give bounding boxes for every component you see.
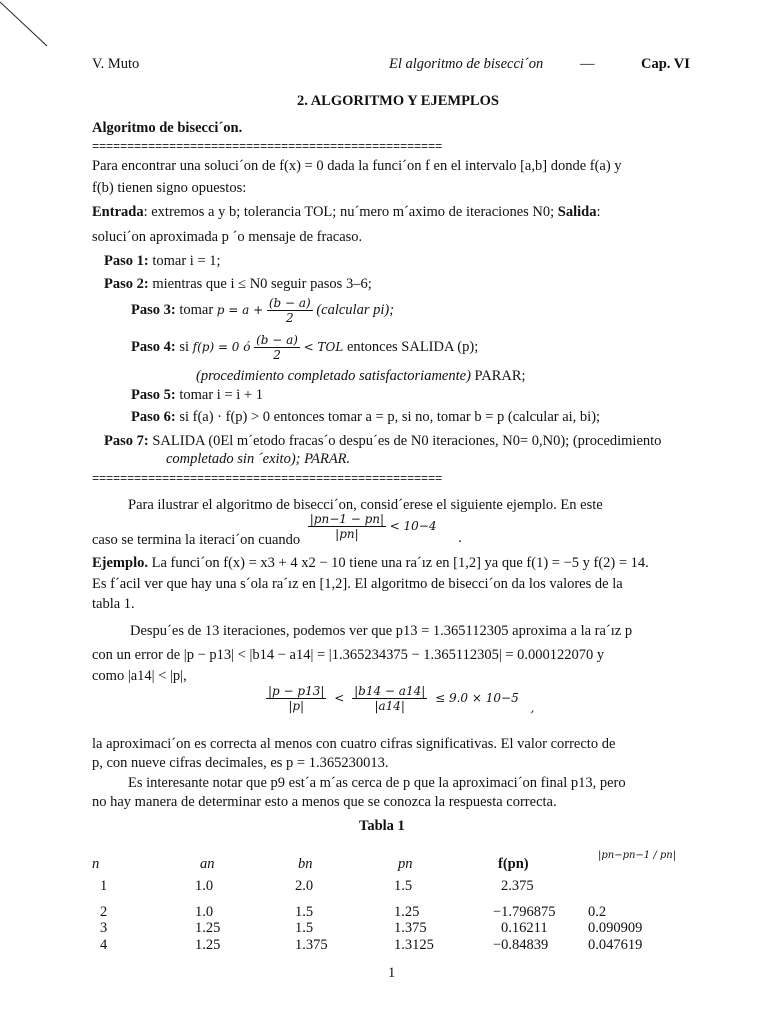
para3-line-2: p, con nueve cifras decimales, es p = 1.365230013. (92, 755, 389, 771)
table-cell: 1.25 (195, 937, 221, 953)
error-lt: < (334, 691, 345, 705)
error-frac-2 (352, 684, 427, 713)
step-2 (104, 276, 372, 293)
error-frac-1-num: |p − p13| (268, 684, 325, 698)
error-frac-1-den: |p| (288, 699, 305, 713)
para1-text: caso se termina la iteraci´on cuando (92, 531, 301, 548)
entrada-label: Entrada (92, 204, 144, 220)
step-4-italic: (procedimiento completado satisfactoriamente) (196, 368, 471, 384)
error-frac-2-den: |a14| (374, 699, 405, 713)
para3-line-1: la aproximaci´on es correcta al menos con cuatro cifras significativas. El valor correcto de (92, 736, 616, 752)
table-cell: 0.16211 (501, 920, 548, 936)
step-4-num: (b − a) (256, 333, 298, 347)
step-5-label: Paso 5: (131, 387, 176, 403)
page-number: 1 (388, 965, 396, 981)
example-line-3: tabla 1. (92, 596, 135, 612)
step-7 (104, 433, 661, 450)
para1-line-2 (92, 512, 462, 548)
step-5-text: tomar i = i + 1 (179, 387, 263, 403)
para1-line-1: Para ilustrar el algoritmo de bisecci´on, consid´erese el siguiente ejemplo. En este (128, 497, 603, 513)
table-cell: 3 (100, 920, 108, 936)
separator-bottom: ================================================== (92, 472, 443, 486)
corner-line (0, 0, 60, 60)
example-line-1 (92, 555, 649, 572)
table-cell: 1 (100, 878, 108, 894)
table-cell: 2 (100, 904, 108, 920)
error-bound-formula (266, 684, 534, 713)
step-3-num: (b − a) (268, 296, 311, 310)
table-header-error: |pn−pn−1 / pn| (598, 850, 677, 861)
step-3-label: Paso 3: (131, 301, 176, 318)
step-3-den: 2 (285, 311, 294, 325)
step-4-tol: < TOL (303, 339, 344, 354)
step-3-fraction (267, 296, 313, 325)
table-header-n: n (92, 856, 100, 872)
stop-criterion-rhs: < 10−4 (389, 518, 437, 533)
step-4-pre: si (179, 338, 190, 355)
step-7-label: Paso 7: (104, 433, 149, 449)
step-1 (104, 253, 221, 270)
table-cell: −1.796875 (493, 904, 556, 920)
table-cell: 1.0 (195, 904, 214, 920)
step-5 (131, 387, 263, 404)
header-title: El algoritmo de bisecci´on (389, 56, 544, 72)
table-cell: 1.5 (295, 904, 314, 920)
step-6 (131, 409, 600, 426)
table-cell: 1.25 (195, 920, 221, 936)
para1-period: . (458, 529, 462, 546)
step-3-formula: p = a + (216, 302, 264, 317)
error-comma: , (530, 701, 535, 715)
error-frac-2-num: |b14 − a14| (354, 684, 426, 698)
example-line-2: Es f´acil ver que hay una s´ola ra´ız en [1,2]. El algoritmo de bisecci´on da los valores de la (92, 576, 623, 592)
table-cell: 0.090909 (588, 920, 643, 936)
stop-criterion-fraction (308, 512, 386, 541)
table-cell: 4 (100, 937, 108, 953)
step-2-label: Paso 2: (104, 276, 149, 292)
table-cell: 0.047619 (588, 937, 643, 953)
step-4-post: entonces SALIDA (p); (346, 338, 479, 355)
header-author: V. Muto (92, 56, 140, 72)
table-cell: 2.375 (501, 878, 534, 894)
table-cell: 1.375 (394, 920, 427, 936)
step-4-fraction (254, 333, 300, 362)
example-text: La funci´on f(x) = x3 + 4 x2 − 10 tiene una ra´ız en [1,2] ya que f(1) = −5 y f(2) = 14. (151, 555, 649, 571)
table-header-fpn: f(pn) (498, 856, 529, 872)
table-cell: 2.0 (295, 878, 314, 894)
entrada-line-2: soluci´on aproximada p ´o mensaje de fracaso. (92, 229, 363, 245)
step-4 (131, 333, 478, 362)
error-rhs: ≤ 9.0 × 10−5 (435, 691, 519, 705)
separator-top: ================================================== (92, 140, 443, 154)
step-4-formula: f(p) = 0 ó (192, 339, 251, 354)
error-frac-1 (266, 684, 326, 713)
para2-line-2: con un error de |p − p13| < |b14 − a14| = |1.365234375 − 1.365112305| = 0.000122070 y (92, 647, 605, 663)
step-6-text: si f(a) · f(p) > 0 entonces tomar a = p, si no, tomar b = p (calcular ai, bi); (179, 409, 601, 425)
table-cell: −0.84839 (493, 937, 549, 953)
table-cell: 0.2 (588, 904, 607, 920)
step-4-stop: PARAR; (474, 368, 526, 384)
table-cell: 1.25 (394, 904, 420, 920)
table-cell: 1.0 (195, 878, 214, 894)
salida-label: Salida (557, 204, 597, 220)
stop-criterion-den: |pn| (335, 527, 359, 541)
section-title: 2. ALGORITMO Y EJEMPLOS (297, 93, 499, 109)
table-header-pn: pn (398, 856, 413, 872)
para4-line-2: no hay manera de determinar esto a menos que se conozca la respuesta correcta. (92, 794, 557, 810)
step-3-post: (calcular pi); (316, 301, 395, 318)
step-7-text: SALIDA (0El m´etodo fracas´o despu´es de N0 iteraciones, N0= 0,N0); (procedimiento (152, 433, 662, 449)
para2-line-1: Despu´es de 13 iteraciones, podemos ver que p13 = 1.365112305 aproxima a la ra´ız p (130, 623, 633, 639)
header-dash: — (580, 56, 595, 72)
step-7-line-2: completado sin ´exito); PARAR. (166, 451, 351, 467)
table-title: Tabla 1 (359, 818, 405, 834)
example-label: Ejemplo. (92, 555, 148, 571)
table-cell: 1.5 (295, 920, 314, 936)
table-cell: 1.375 (295, 937, 328, 953)
algorithm-title: Algoritmo de bisecci´on. (92, 120, 243, 136)
step-4-den: 2 (273, 348, 281, 362)
table-cell: 1.3125 (394, 937, 434, 953)
table-header-bn: bn (298, 856, 313, 872)
header-chapter: Cap. VI (641, 56, 690, 72)
step-4-line-2 (196, 368, 526, 385)
step-4-label: Paso 4: (131, 338, 176, 355)
para2-line-3: como |a14| < |p|, (92, 668, 187, 684)
step-2-text: mientras que i ≤ N0 seguir pasos 3–6; (152, 276, 372, 292)
stop-criterion-num: |pn−1 − pn| (309, 512, 385, 526)
table-cell: 1.5 (394, 878, 413, 894)
intro-line-1: Para encontrar una soluci´on de f(x) = 0 dada la funci´on f en el intervalo [a,b] donde f(a) y (92, 158, 622, 174)
step-3 (131, 296, 394, 325)
step-6-label: Paso 6: (131, 409, 176, 425)
entrada-line: Entrada: extremos a y b; tolerancia TOL; nu´mero m´aximo de iteraciones N0; Salida: (92, 204, 601, 220)
entrada-text: : extremos a y b; tolerancia TOL; nu´mero m´aximo de iteraciones N0; (143, 204, 555, 220)
para4-line-1: Es interesante notar que p9 est´a m´as cerca de p que la aproximaci´on final p13, pero (128, 775, 626, 791)
step-1-label: Paso 1: (104, 253, 149, 269)
step-3-pre: tomar (179, 301, 214, 318)
step-1-text: tomar i = 1; (152, 253, 221, 269)
table-header-an: an (200, 856, 215, 872)
intro-line-2: f(b) tienen signo opuestos: (92, 180, 247, 196)
